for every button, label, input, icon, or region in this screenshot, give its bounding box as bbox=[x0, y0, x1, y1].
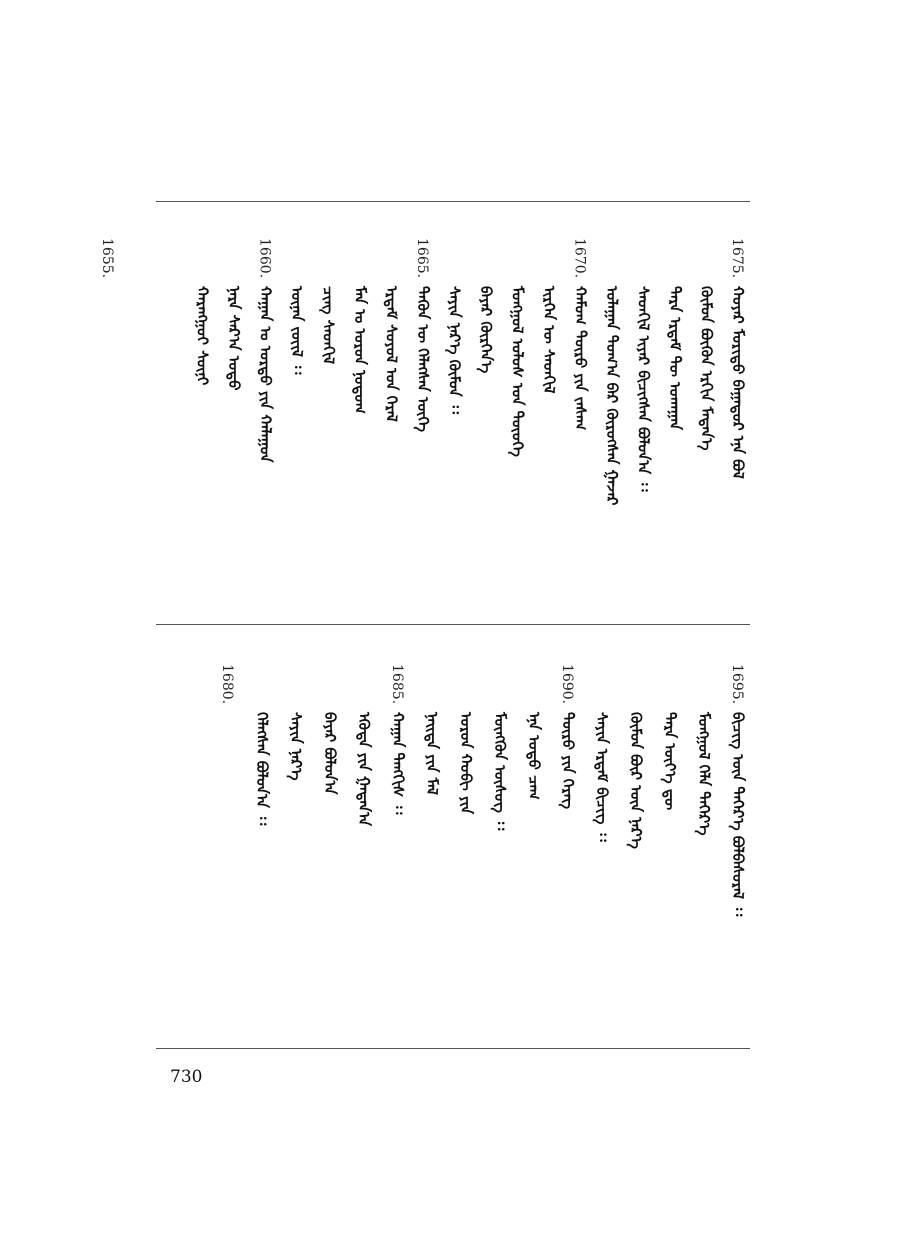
line-number: 1695. bbox=[729, 664, 745, 705]
line-number: 1660. bbox=[256, 238, 273, 279]
verse-line: ᠣᠷᠣᠨ ᠬᠤᠪᠢ ᠶᠢᠨ bbox=[457, 712, 475, 815]
line-number: 1675. bbox=[729, 238, 745, 279]
verse-line: ᠡᠭᠦᠳᠡ ᠶᠢᠨ ᠭᠠᠳᠠᠨ᠎ᠠ bbox=[355, 712, 373, 827]
verse-line: ᠮᠠᠨ ᠤ ᠣᠷᠣᠨ ᠨᠤᠲᠤᠭ bbox=[351, 286, 369, 414]
line-number: 1680. bbox=[219, 664, 235, 705]
verse-line: ᠨᠠᠷᠠ ᠰᠠᠷ᠎ᠠ ᠣᠳᠣ bbox=[225, 286, 243, 391]
verse-line: ᠢᠷᠭᠡᠨ ᠦ ᠰᠡᠳᠬᠢᠯ bbox=[540, 286, 558, 394]
verse-line: ᠪᠢᠴᠢᠭ᠌ ᠦᠨ ᠳᠡᠭᠡᠷ᠎ᠡ ᠪᠣᠯᠪᠠᠰᠤᠷᠠᠯ ᠄᠄ bbox=[729, 712, 747, 917]
verse-line: ᠦᠨᠡᠨ ᠵᠦᠢᠯ ᠄᠄ bbox=[288, 286, 306, 375]
verse-line: ᠲᠡᠭᠦᠨ ᠦ ᠬᠡᠯᠡᠭᠰᠡᠨ ᠦᠭᠡ bbox=[414, 286, 432, 433]
verse-line: ᠲᠦᠷᠦ ᠶᠢᠨ ᠬᠡᠷᠡᠭ bbox=[559, 712, 577, 809]
verse-line: ᠮᠣᠩᠭᠣᠯ ᠬᠡᠯᠡ ᠳᠡᠭᠡᠷ᠎ᠡ bbox=[695, 712, 713, 836]
verse-line: ᠰᠠᠶᠢᠨ ᠨᠡᠷ᠎ᠡ bbox=[287, 712, 305, 781]
line-number: 1690. bbox=[559, 664, 575, 705]
verse-line: ᠬᠠᠷᠠᠩᠭᠤᠢ ᠰᠥᠨᠢ bbox=[193, 286, 212, 386]
middle-rule bbox=[156, 624, 750, 625]
verse-line: ᠬᠠᠭᠠᠨ ᠲᠡᠩᠭᠢᠰ ᠄᠄ bbox=[389, 712, 407, 815]
bottom-rule bbox=[156, 1048, 750, 1049]
verse-block-bottom bbox=[163, 664, 750, 917]
verse-line: ᠪᠠᠶᠠᠷ ᠬᠦᠷᠭᠡᠨ᠎ᠡ bbox=[477, 286, 495, 374]
verse-line: ᠬᠠᠭᠠᠨ ᠤ ᠣᠷᠳᠣ ᠶᠢᠨ ᠬᠠᠯᠠᠭᠤᠨ bbox=[256, 286, 275, 463]
verse-line: ᠬᠠᠮᠤᠭ ᠲᠥᠷᠥ ᠶᠢᠨ ᠵᠠᠰᠠᠭ bbox=[571, 286, 590, 431]
verse-line: ᠰᠠᠶᠢᠨ ᠨᠡᠷ᠎ᠡ ᠬᠦᠮᠦᠨ ᠄᠄ bbox=[445, 286, 464, 414]
verse-line: ᠪᠠᠶᠠᠷ ᠪᠣᠯᠣᠨ᠎ᠠ bbox=[321, 712, 339, 795]
line-number: 1685. bbox=[389, 664, 405, 705]
verse-line: ᠰᠡᠳᠬᠢᠯ ᠢᠶᠡᠷ ᠪᠢᠴᠢᠭᠰᠡᠨ ᠪᠣᠯᠣᠨ᠎ᠠ ᠄᠄ bbox=[634, 286, 653, 492]
verse-line: ᠬᠦᠮᠦᠨ ᠪᠦᠷ ᠦᠨ ᠨᠡᠷ᠎ᠡ bbox=[627, 712, 645, 849]
verse-block-top bbox=[99, 238, 750, 578]
page-number: 730 bbox=[170, 1067, 203, 1087]
line-number: 1670. bbox=[571, 238, 588, 279]
verse-line: ᠡᠨᠡ ᠣᠳᠣ ᠴᠠᠭ bbox=[525, 712, 543, 800]
verse-line: ᠡᠷᠳᠡᠮ ᠰᠣᠶᠣᠯ ᠤᠨ ᠭᠡᠷᠡᠯ bbox=[382, 286, 401, 422]
verse-line: ᠮᠥᠩᠭᠦᠨ ᠦᠰᠦᠭ ᠄᠄ bbox=[491, 712, 509, 831]
verse-line: ᠰᠠᠶᠢᠨ ᠡᠷᠳᠡᠮ ᠪᠢᠴᠢᠭ᠌ ᠄᠄ bbox=[593, 712, 611, 842]
verse-line: ᠲᠡᠷᠡ ᠦᠶ᠎ᠡ ᠳᠦ bbox=[661, 712, 679, 811]
verse-line: ᠤᠯᠠᠭᠠᠨ ᠲᠣᠭ᠎ᠠ ᠪᠡᠷ ᠬᠦᠷᠦᠭᠰᠡᠨ ᠭᠠᠵᠠᠷ bbox=[603, 286, 621, 506]
verse-line: ᠮᠣᠩᠭᠣᠯ ᠤᠯᠤᠰ ᠤᠨ ᠲᠦᠦᠬᠡ bbox=[508, 286, 527, 457]
verse-line: ᠬᠦᠮᠦᠨ ᠪᠦᠬᠦᠨ ᠡᠷᠭᠢᠨ ᠮᠡᠳᠡᠨ᠎ᠡ bbox=[697, 286, 716, 451]
top-rule bbox=[156, 201, 750, 202]
verse-line: ᠨᠡᠢᠲᠡ ᠶᠢᠨ ᠮᠠᠯ bbox=[423, 712, 441, 796]
line-number: 1665. bbox=[414, 238, 430, 279]
verse-line: ᠲᠡᠷᠡ ᠡᠷᠳᠡᠮ ᠲᠦ ᠤᠬᠠᠭᠠᠨ bbox=[666, 286, 684, 431]
line-number: 1655. bbox=[99, 238, 115, 279]
verse-line: ᠬᠡᠯᠡᠭᠰᠡᠨ ᠪᠣᠯᠣᠨ᠎ᠠ ᠄᠄ bbox=[253, 712, 271, 826]
verse-line: ᠬᠣᠶᠠᠷ ᠮᠣᠷᠢᠲᠤ ᠪᠠᠭᠠᠲᠤᠷ ᠡᠨᠡ ᠪᠣᠯ bbox=[729, 286, 747, 479]
verse-line: ᠴᠢᠩ ᠰᠡᠳᠬᠢᠯ bbox=[319, 286, 338, 365]
